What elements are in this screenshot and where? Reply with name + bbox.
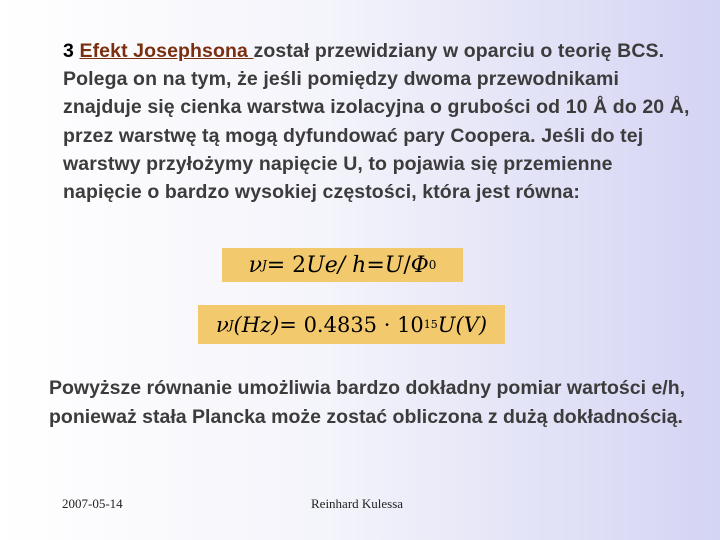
footer-date: 2007-05-14 — [62, 496, 123, 511]
formula1-e: e — [324, 252, 338, 278]
josephson-effect-link[interactable]: Efekt Josephsona — [79, 40, 254, 62]
phi-symbol: Φ — [410, 252, 429, 278]
formula1-slash: / — [403, 252, 411, 278]
paragraph-josephson-effect — [63, 37, 693, 206]
formula1-U2: U — [384, 252, 404, 278]
item-number: 3 — [63, 40, 74, 62]
formula-josephson-numeric — [198, 305, 505, 344]
nu-subscript-2: J — [228, 317, 234, 332]
formula-josephson-frequency — [222, 248, 463, 282]
formula2-U: U — [437, 312, 456, 337]
formula1-U: U — [306, 252, 325, 278]
nu-symbol-2: ν — [215, 312, 229, 337]
formula1-eq1: = 2 — [266, 252, 307, 278]
formula1-eq2: = — [366, 252, 385, 278]
formula2-V: (V) — [455, 312, 488, 337]
nu-symbol: ν — [248, 252, 262, 278]
formula2-eq: = 0.4835 · 10 — [279, 312, 424, 337]
paragraph1-text: został przewidziany w oparciu o teorię BCS. Polega on na tym, że jeśli pomiędzy dwoma przewodnikami znajduje się cienka warstwa izolacyjna o grubości od 10 Å do 20 Å, przez warstwę tą mogą dyfundować pary Coopera. Jeśli do tej warstwy przyłożymy napięcie U, to pojawia się przemienne napięcie o bardzo wysokiej częstości, która jest równa: — [63, 40, 690, 204]
footer-author: Reinhard Kulessa — [311, 496, 404, 511]
phi-subscript: 0 — [428, 258, 437, 272]
formula2-exponent: 15 — [423, 318, 438, 331]
formula2-hz: (Hz) — [233, 312, 280, 337]
nu-subscript: J — [261, 258, 267, 272]
formula1-h: / h — [337, 252, 367, 278]
paragraph-measurement: Powyższe równanie umożliwia bardzo dokładny pomiar wartości e/h, ponieważ stała Plancka może zostać obliczona z dużą dokładnością. — [49, 377, 686, 428]
